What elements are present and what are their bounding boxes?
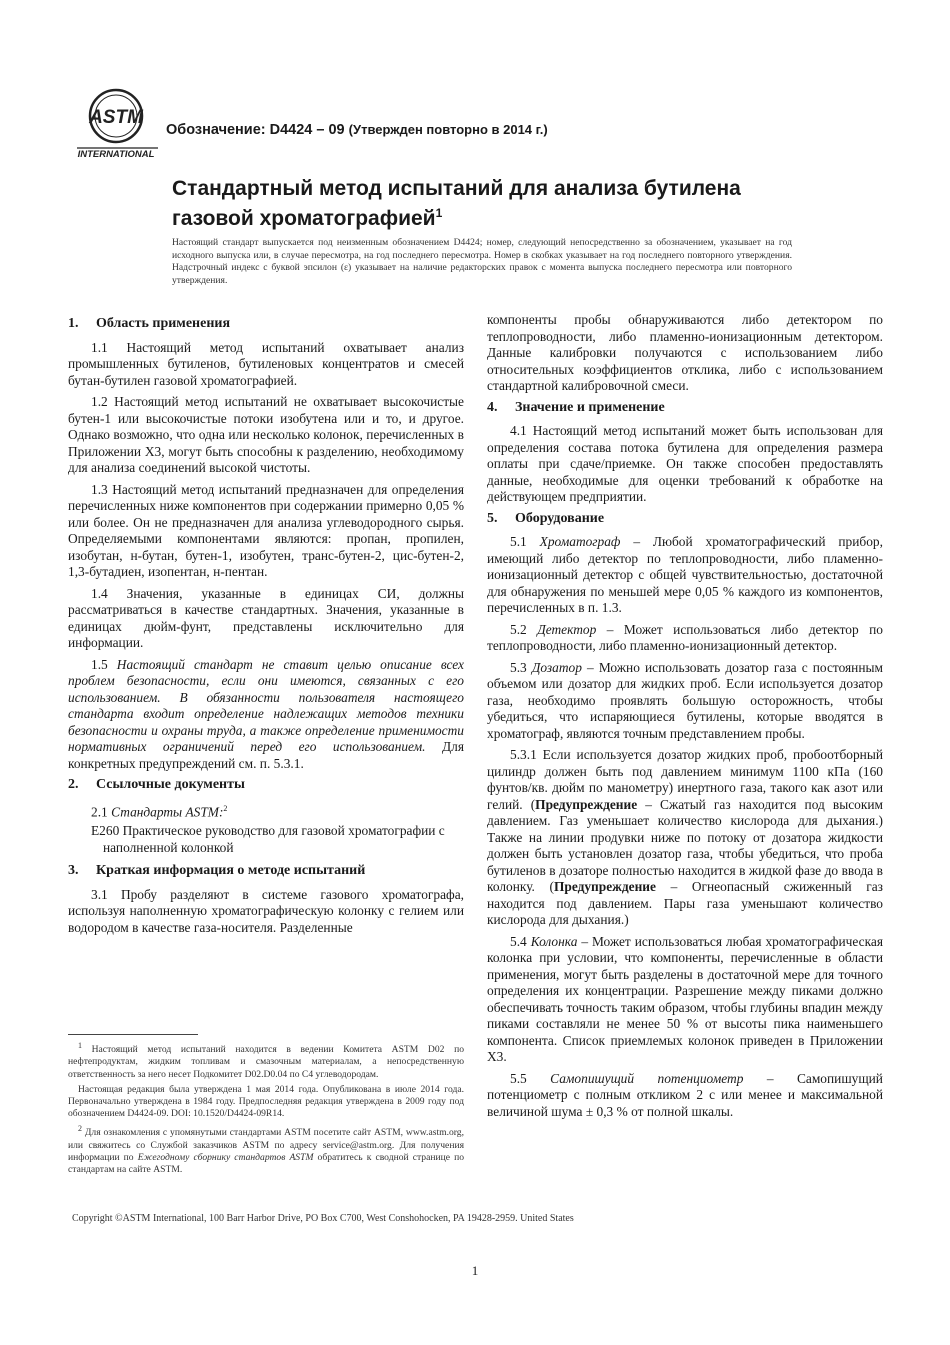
para-1-3: 1.3 Настоящий метод испытаний предназначен для определения перечисленных ниже компонентов при содержании примерно 0,05 % или более. Он не предназначен для анализа углеводородного сырья. Определяемыми компонентами являются: пропан, пропилен, изобутан, н-бутан, бутен-1, изобутен, транс-бутен-2, цис-бутен-2, 1,3-бутадиен, изопентан, н-пентан. (68, 481, 464, 579)
astm-logo (76, 86, 160, 162)
warning-label: Предупреждение (535, 796, 638, 812)
title-footnote-ref: 1 (435, 206, 443, 220)
designation-code: Обозначение: D4424 – 09 (166, 122, 345, 138)
title-line-2: газовой хроматографией (172, 207, 436, 230)
para-3-1-continued: компоненты пробы обнаруживаются либо детектором по теплопроводности, либо пламенно-ионизационным детектором. Данные калибровки получаются с использованием либо относительных коэффициентов отклика, либо с использованием стандартной калибровочной смеси. (487, 312, 883, 393)
para-1-2: 1.2 Настоящий метод испытаний не охватывает высокочистые бутен-1 или высокочистые потоки изобутена или и то, и другое. Однако возможно, что одна или несколько колонок, перечисленных в Приложении X3, могут быть способны к разделению, необходимому для анализа соединений высокой чистоты. (68, 394, 464, 475)
right-column (487, 312, 883, 1125)
footnote-divider (68, 1034, 198, 1035)
intro-note: Настоящий стандарт выпускается под неизменным обозначением D4424; номер, следующий непосредственно за обозначением, указывает на год исходного выпуска или, в случае пересмотра, на год последнего пересмотра. Номер в скобках указывает на год последнего повторного утверждения. Надстрочный индекс с буквой эпсилон (ε) указывает на наличие редакторских правок с момента выпуска последнего пересмотра или повторного утверждения. (172, 237, 792, 286)
para-2-1: 2.1 Стандарты ASTM:$^2$ (91, 803, 228, 819)
para-5-3: 5.3 Дозатор – Можно использовать дозатор газа с постоянным объемом или дозатор для жидких проб. Если используется дозатор газа, необходимо проявлять большую осторожность, чтобы убедиться, что испаряющиеся бутилены, которые вводятся в хроматограф, являются точным представлением пробы. (487, 659, 883, 741)
title-line-1: Стандартный метод испытаний для анализа бутилена (172, 177, 741, 200)
para-1-4: 1.4 Значения, указанные в единицах СИ, должны рассматриваться в качестве стандартных. Значения, указанные в единицах дюйм-фунт, представлены исключительно для информации. (68, 585, 464, 650)
para-5-1: 5.1 Хроматограф – Любой хроматографический прибор, имеющий либо детектор по теплопроводности, либо пламенно-ионизационный детектор с общей чувствительностью, достаточной для обнаружения по меньшей мере 0,05 % каждого из компонентов, перечисленных в п. 1.3. (487, 534, 883, 615)
para-5-4: 5.4 Колонка – Может использоваться любая хроматографическая колонка при условии, что компоненты, перечисленные в области применения, могут быть разделены в достаточной мере для точного определения их концентрации. Разрешение между пиками должно обеспечивать точность таким образом, чтобы глубины впадин между пиками составляли не менее 50 % от высоты пика наименьшего компонента. Список приемлемых колонок приведен в Приложении X3. (487, 933, 883, 1064)
logo-subtext: INTERNATIONAL (77, 149, 155, 160)
para-5-3-1: 5.3.1 Если используется дозатор жидких проб, пробоотборный цилиндр должен быть под давлением минимум 1100 кПа (160 фунтов/кв. дюйм по манометру) инертного газа, такого как азот или гелий. (Предупреждение – Сжатый газ находится под высоким давлением. Газ уменьшает количество кислорода для дыхания.) Также на линии продувки ниже по потоку от дозатора жидкости должен быть установлен дозатор газа, чтобы убедиться, что проба бутиленов в дозаторе полностью находится в жидкой фазе до ввода в колонку. (Предупреждение – Огнеопасный сжиженный газ находится под давлением. Пары газа уменьшают количество кислорода для дыхания.) (487, 747, 883, 927)
footnote-2: $^2$ Для ознакомления с упомянутыми стандартами ASTM посетите сайт ASTM, www.astm.org, или свяжитесь со Службой заказчиков ASTM по адресу service@astm.org. Для получения информации по Ежегодному сборнику стандартов ASTM обратитесь к сводной странице по стандартам на сайте ASTM. (68, 1124, 464, 1176)
footnote-1: $^1$ Настоящий метод испытаний находится в ведении Комитета ASTM D02 по нефтепродуктам, жидким топливам и смазочным материалам, а непосредственную ответственность за него несет Подкомитет D02.D0.04 по C4 углеводородам. (68, 1041, 464, 1080)
para-4-1: 4.1 Настоящий метод испытаний может быть использован для определения состава потока бутилена для определения размера оплаты при сдаче/приемке. Он также способен предоставлять данные, необходимые для оценки требований к обработке на действующем предприятии. (487, 423, 883, 504)
page-number: 1 (471, 1263, 479, 1278)
section-4-heading: 4. Значение и применение (487, 399, 665, 415)
reference-e260: E260 Практическое руководство для газовой хроматографии с наполненной колонкой (91, 823, 445, 855)
para-5-5: 5.5 Самопишущий потенциометр – Самопишущий потенциометр с полным откликом 2 с или менее и максимальной величиной шума ± 0,3 % от полной шкалы. (487, 1070, 883, 1119)
para-5-2: 5.2 Детектор – Может использоваться либо детектор по теплопроводности, либо пламенно-ионизационный детектор. (487, 621, 883, 653)
left-column (68, 312, 464, 941)
copyright-line: Copyright ©ASTM International, 100 Barr Harbor Drive, PO Box C700, West Conshohocken, PA 19428-2959. United States (72, 1213, 574, 1224)
para-1-5: 1.5 Настоящий стандарт не ставит целью описание всех проблем безопасности, если они имеются, связанных с его использованием. В обязанности пользователя настоящего стандарта входит определение надлежащих методов техники безопасности и охраны труда, а также определение применимости нормативных ограничений перед его использованием. Для конкретных предупреждений см. п. 5.3.1. (68, 656, 464, 771)
section-2-heading: 2. Ссылочные документы (68, 777, 245, 792)
designation-reapproved: (Утвержден повторно в 2014 г.) (348, 122, 548, 137)
footnote-1-edition: Настоящая редакция была утверждена 1 мая 2014 года. Опубликована в июле 2014 года. Первоначально утверждена в 1984 году. Предпоследняя редакция утверждена в 2009 году под обозначением D4424-09. DOI: 10.1520/D4424-09R14. (68, 1083, 464, 1120)
section-5-heading: 5. Оборудование (487, 510, 605, 526)
document-title (172, 176, 872, 231)
section-3-heading: 3. Краткая информация о методе испытаний (68, 863, 366, 879)
footnotes (68, 1040, 464, 1179)
section-1-heading: 1. Область применения (68, 316, 231, 331)
para-1-1: 1.1 Настоящий метод испытаний охватывает анализ промышленных бутиленов, бутиленовых концентратов и смесей бутан-бутилен газовой хроматографией. (68, 339, 464, 388)
para-3-1: 3.1 Пробу разделяют в системе газового хроматографа, используя наполненную хроматографическую колонку с гелием или водородом в качестве газа-носителя. Разделенные (68, 886, 464, 935)
logo-text: ASTM (89, 107, 143, 128)
designation (166, 122, 548, 138)
warning-label: Предупреждение (553, 879, 656, 894)
